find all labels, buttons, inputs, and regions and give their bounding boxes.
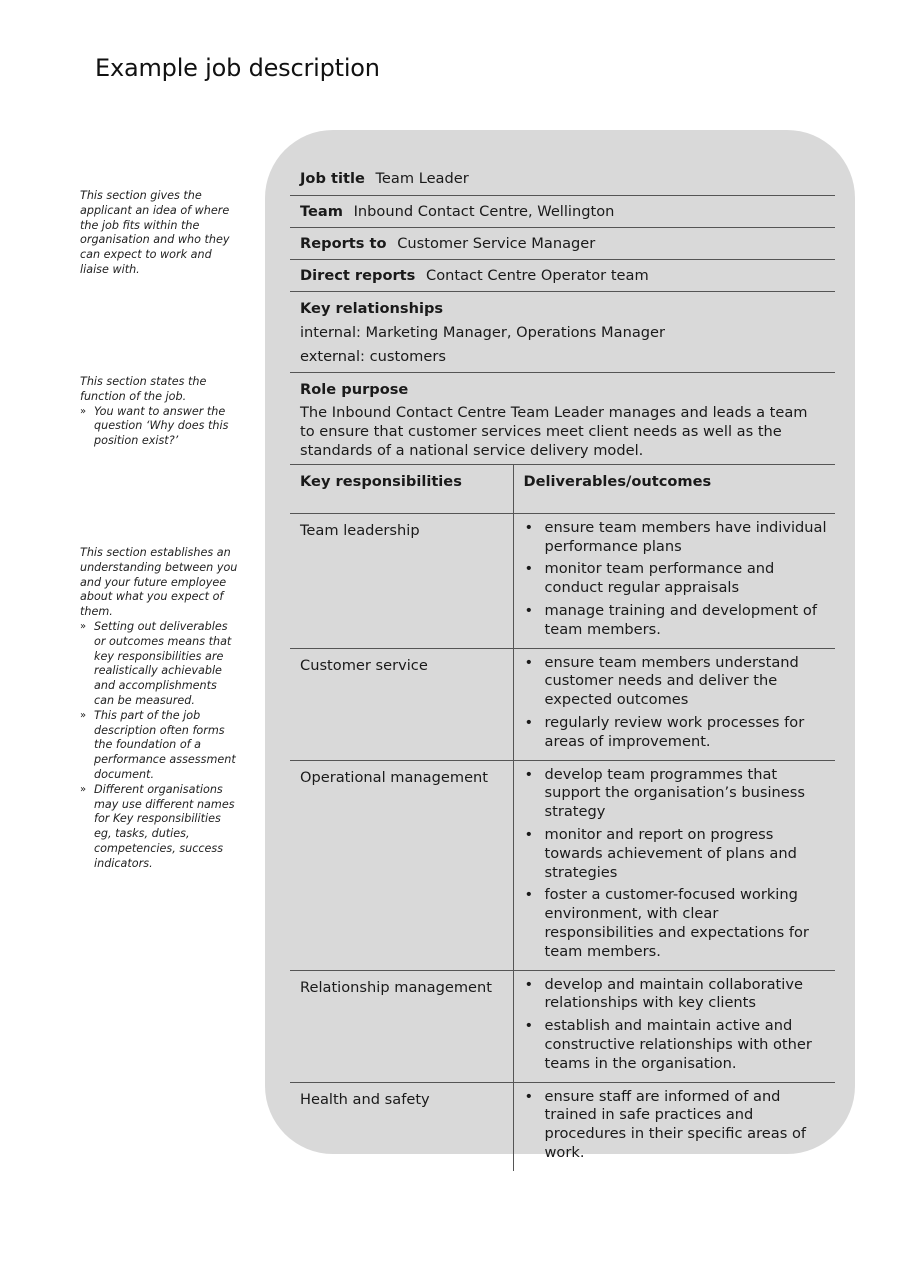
- deliverable-item: • develop team programmes that support the organisation’s business strategy: [524, 766, 828, 822]
- deliverables-cell: [513, 760, 835, 970]
- sidenote-bullet: » Different organisations may use different names for Key responsibilities eg, tasks, duties, competencies, success indicators.: [80, 783, 240, 872]
- sidenote-responsibilities: [80, 546, 240, 872]
- responsibility-area: Operational management: [290, 760, 513, 970]
- deliverable-item: • ensure staff are informed of and trained in safe practices and procedures in their specific areas of work.: [524, 1088, 828, 1163]
- header-key-responsibilities: Key responsibilities: [290, 465, 513, 513]
- responsibility-area: Relationship management: [290, 970, 513, 1082]
- direct-reports-value: Contact Centre Operator team: [426, 267, 649, 284]
- sidenote-bullet: » This part of the job description often forms the foundation of a performance assessment document.: [80, 709, 240, 783]
- job-description-content: [290, 163, 835, 1171]
- page-title: Example job description: [95, 54, 380, 82]
- table-row: [290, 513, 835, 648]
- header-deliverables: Deliverables/outcomes: [513, 465, 835, 513]
- deliverable-item: • manage training and development of team members.: [524, 602, 828, 640]
- job-title-label: Job title: [300, 170, 365, 187]
- reports-to-value: Customer Service Manager: [397, 235, 596, 252]
- deliverable-item: • foster a customer-focused working environment, with clear responsibilities and expectations for team members.: [524, 886, 828, 961]
- role-purpose-row: [290, 373, 835, 465]
- role-purpose-label: Role purpose: [300, 381, 409, 398]
- sidenote-text: This section gives the applicant an idea of where the job fits within the organisation and who they can expect to work and liaise with.: [80, 189, 230, 276]
- deliverable-item: • ensure team members have individual performance plans: [524, 519, 828, 557]
- table-header-row: [290, 465, 835, 513]
- reports-to-label: Reports to: [300, 235, 387, 252]
- responsibility-area: Team leadership: [290, 513, 513, 648]
- table-row: [290, 648, 835, 760]
- sidenote-text: This section establishes an understanding between you and your future employee about what you expect of them.: [80, 546, 238, 619]
- sidenote-bullet: » You want to answer the question ‘Why does this position exist?’: [80, 405, 240, 449]
- sidenote-position-context: [80, 189, 240, 278]
- responsibilities-table: [290, 465, 835, 1170]
- internal-relationships: internal: Marketing Manager, Operations Manager: [300, 324, 666, 341]
- deliverable-item: • monitor team performance and conduct regular appraisals: [524, 560, 828, 598]
- sidenote-bullets: [80, 405, 240, 449]
- sidenote-role-purpose: [80, 375, 240, 449]
- table-row: [290, 970, 835, 1082]
- responsibility-area: Health and safety: [300, 1090, 430, 1108]
- direct-reports-label: Direct reports: [300, 267, 416, 284]
- team-row: [290, 196, 835, 228]
- team-value: Inbound Contact Centre, Wellington: [353, 203, 615, 220]
- deliverable-item: • develop and maintain collaborative relationships with key clients: [524, 976, 828, 1014]
- key-relationships-label: Key relationships: [300, 300, 444, 317]
- deliverable-item: • establish and maintain active and constructive relationships with other teams in the organisation.: [524, 1017, 828, 1073]
- deliverables-cell: [513, 970, 835, 1082]
- job-title-row: [290, 163, 835, 196]
- deliverable-item: • monitor and report on progress towards achievement of plans and strategies: [524, 826, 828, 882]
- deliverable-item: • regularly review work processes for areas of improvement.: [524, 714, 828, 752]
- table-row: [290, 1082, 835, 1171]
- sidenote-text: This section states the function of the job.: [80, 375, 207, 403]
- deliverables-cell: [513, 1082, 835, 1171]
- direct-reports-row: [290, 260, 835, 292]
- table-row: [290, 760, 835, 970]
- sidenote-bullets: [80, 620, 240, 872]
- deliverable-item: • ensure team members understand customer needs and deliver the expected outcomes: [524, 654, 828, 710]
- reports-to-row: [290, 228, 835, 260]
- sidenote-bullet: » Setting out deliverables or outcomes means that key responsibilities are realistically achievable and accomplishments can be measured.: [80, 620, 240, 709]
- deliverables-cell: [513, 513, 835, 648]
- role-purpose-text: The Inbound Contact Centre Team Leader manages and leads a team to ensure that customer services meet client needs as well as the standards of a national service delivery model.: [300, 404, 808, 459]
- external-relationships: external: customers: [300, 348, 446, 365]
- team-label: Team: [300, 203, 343, 220]
- deliverables-cell: [513, 648, 835, 760]
- key-relationships-row: [290, 292, 835, 373]
- responsibility-area: Customer service: [290, 648, 513, 760]
- job-title-value: Team Leader: [375, 170, 469, 187]
